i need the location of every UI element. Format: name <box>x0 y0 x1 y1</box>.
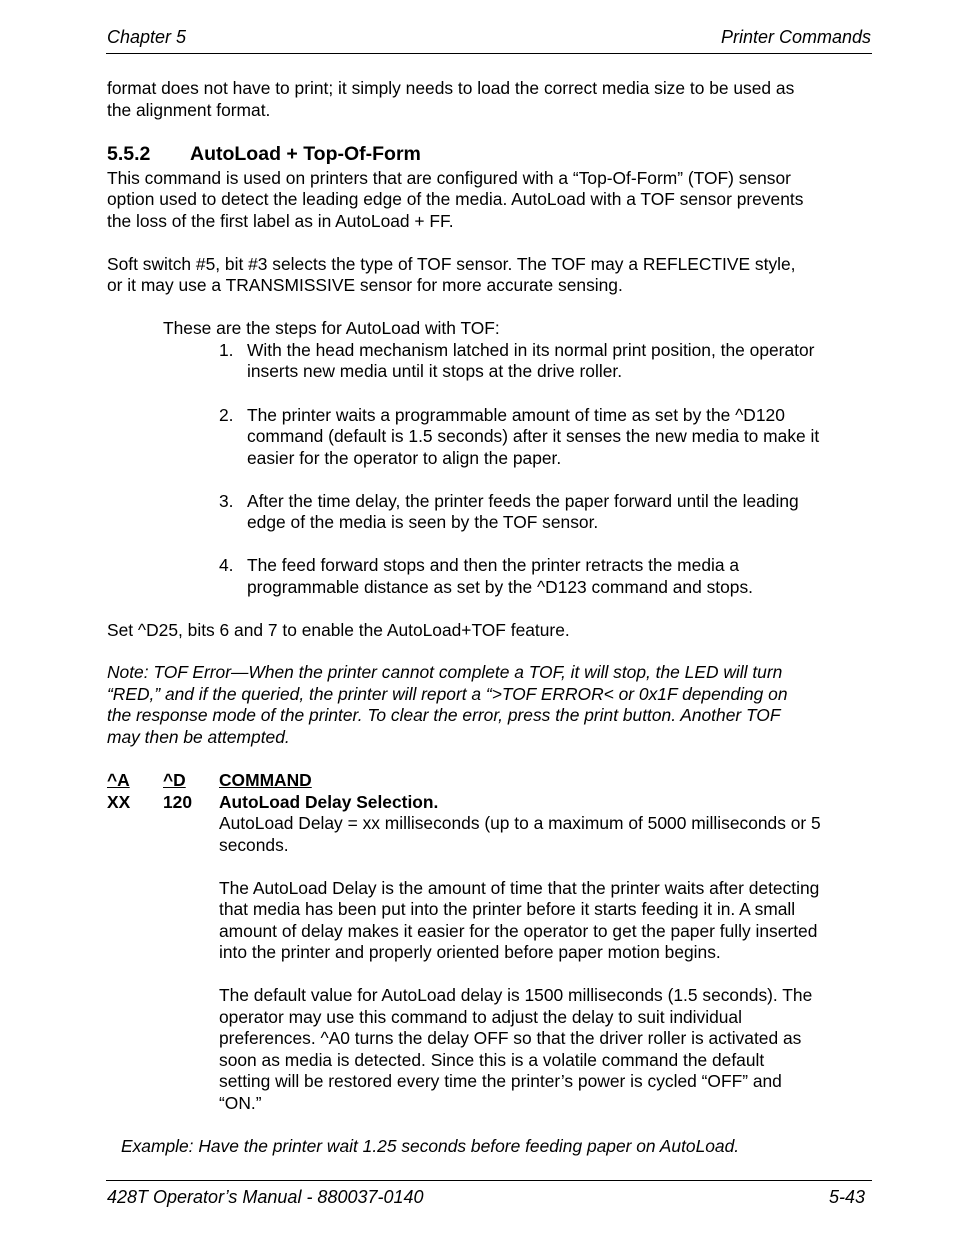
header-rule <box>106 53 872 54</box>
step-1-line-1: With the head mechanism latched in its normal print position, the operator <box>247 340 815 360</box>
note-line-3: the response mode of the printer. To clear the error, press the print button. Another TOF <box>107 705 781 725</box>
set-feature-line: Set ^D25, bits 6 and 7 to enable the AutoLoad+TOF feature. <box>107 620 570 640</box>
step-4-number: 4. <box>219 555 234 575</box>
desc1-line-2: seconds. <box>219 835 289 855</box>
para1-line-1: This command is used on printers that are configured with a “Top-Of-Form” (TOF) sensor <box>107 168 791 188</box>
row-d-value: 120 <box>163 792 193 812</box>
desc2-line-2: that media has been put into the printer before it starts feeding it in. A small <box>219 899 796 919</box>
col-header-a: ^A <box>107 770 130 790</box>
desc2-line-1: The AutoLoad Delay is the amount of time that the printer waits after detecting <box>219 878 820 898</box>
desc3-line-1: The default value for AutoLoad delay is 1500 milliseconds (1.5 seconds). The <box>219 985 813 1005</box>
step-3-number: 3. <box>219 491 234 511</box>
note-line-2: “RED,” and if the queried, the printer will report a “>TOF ERROR< or 0x1F depending on <box>107 684 788 704</box>
footer-rule <box>106 1180 872 1181</box>
step-2-line-2: command (default is 1.5 seconds) after it senses the new media to make it <box>247 426 820 446</box>
note-line-4: may then be attempted. <box>107 727 290 747</box>
desc1-line-1: AutoLoad Delay = xx milliseconds (up to a maximum of 5000 milliseconds or 5 <box>219 813 821 833</box>
desc2-line-3: amount of delay makes it easier for the operator to get the paper fully inserted <box>219 921 818 941</box>
intro-line-1: format does not have to print; it simply needs to load the correct media size to be used as <box>107 78 795 98</box>
step-2-line-1: The printer waits a programmable amount of time as set by the ^D120 <box>247 405 785 425</box>
footer-page-number: 5-43 <box>828 1187 865 1207</box>
header-chapter: Chapter 5 <box>107 27 187 47</box>
desc2-line-4: into the printer and properly oriented before paper motion begins. <box>219 942 721 962</box>
step-2-number: 2. <box>219 405 234 425</box>
para2-line-1: Soft switch #5, bit #3 selects the type of TOF sensor. The TOF may a REFLECTIVE style, <box>107 254 796 274</box>
step-3-line-2: edge of the media is seen by the TOF sensor. <box>247 512 599 532</box>
example-line: Example: Have the printer wait 1.25 seconds before feeding paper on AutoLoad. <box>121 1136 740 1156</box>
note-line-1: Note: TOF Error—When the printer cannot complete a TOF, it will stop, the LED will turn <box>107 662 783 682</box>
step-3-line-1: After the time delay, the printer feeds the paper forward until the leading <box>247 491 799 511</box>
header-section-title: Printer Commands <box>720 27 871 47</box>
step-1-line-2: inserts new media until it stops at the drive roller. <box>247 361 623 381</box>
step-4-line-1: The feed forward stops and then the printer retracts the media a <box>247 555 740 575</box>
para2-line-2: or it may use a TRANSMISSIVE sensor for more accurate sensing. <box>107 275 623 295</box>
col-header-command: COMMAND <box>219 770 312 790</box>
step-1-number: 1. <box>219 340 234 360</box>
section-title: AutoLoad + Top-Of-Form <box>190 143 421 165</box>
section-number: 5.5.2 <box>107 143 151 165</box>
row-a-value: XX <box>107 792 131 812</box>
para1-line-2: option used to detect the leading edge of the media. AutoLoad with a TOF sensor prevents <box>107 189 804 209</box>
row-command-title: AutoLoad Delay Selection. <box>219 792 439 812</box>
intro-line-2: the alignment format. <box>107 100 271 120</box>
col-header-d: ^D <box>163 770 186 790</box>
step-4-line-2: programmable distance as set by the ^D123 command and stops. <box>247 577 753 597</box>
desc3-line-6: “ON.” <box>219 1093 262 1113</box>
para1-line-3: the loss of the first label as in AutoLoad + FF. <box>107 211 454 231</box>
desc3-line-5: setting will be restored every time the printer’s power is cycled “OFF” and <box>219 1071 782 1091</box>
step-2-line-3: easier for the operator to align the paper. <box>247 448 562 468</box>
steps-intro: These are the steps for AutoLoad with TOF: <box>163 318 500 338</box>
desc3-line-2: operator may use this command to adjust the delay to suit individual <box>219 1007 742 1027</box>
footer-manual-title: 428T Operator’s Manual - 880037-0140 <box>107 1187 424 1207</box>
desc3-line-3: preferences. ^A0 turns the delay OFF so that the driver roller is activated as <box>219 1028 802 1048</box>
desc3-line-4: soon as media is detected. Since this is a volatile command the default <box>219 1050 765 1070</box>
